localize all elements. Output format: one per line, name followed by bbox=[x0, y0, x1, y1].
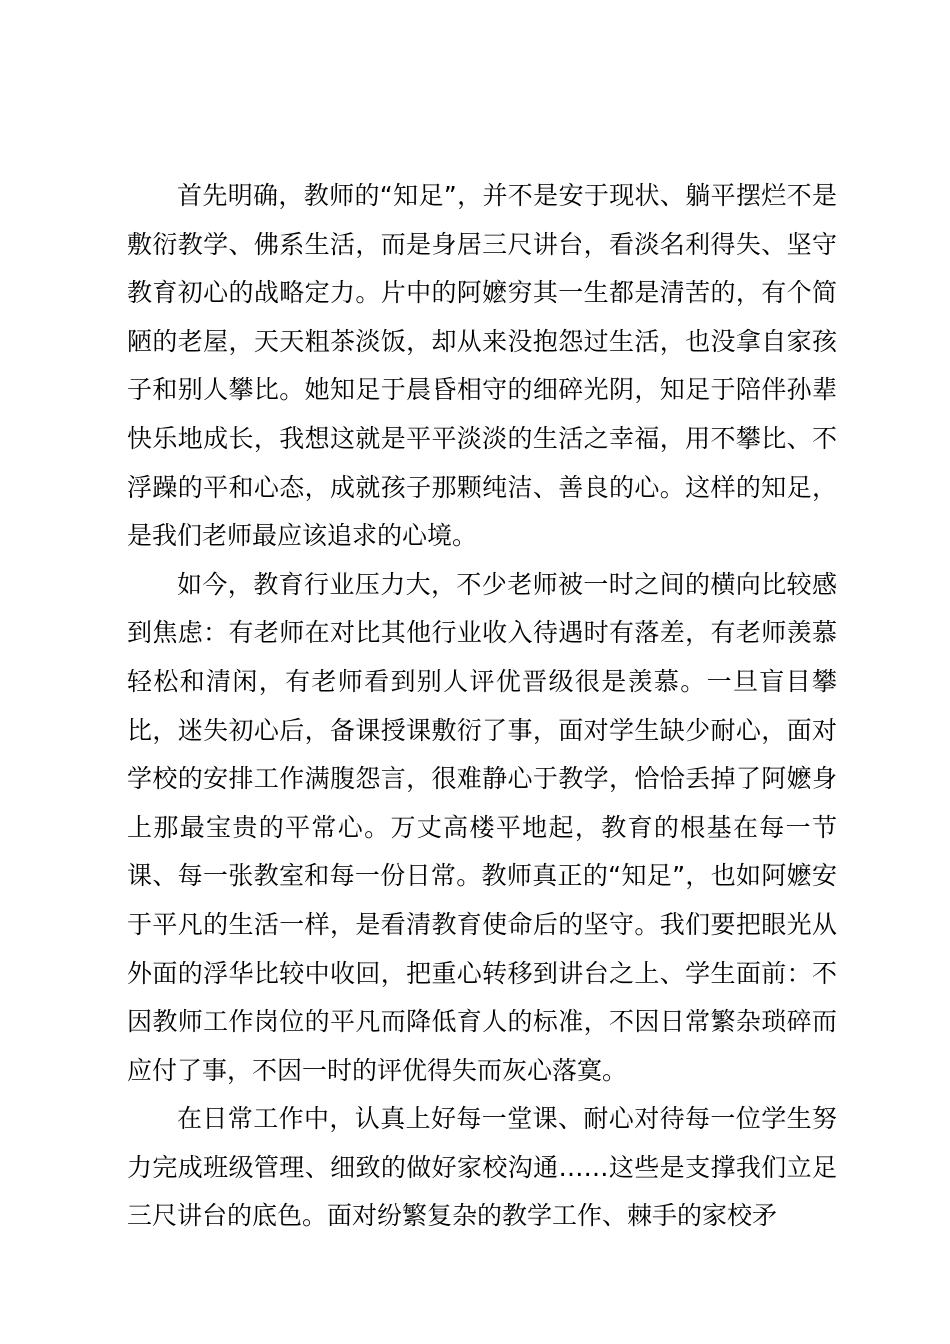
body-text bbox=[127, 172, 837, 1241]
paragraph-2: 如今，教育行业压力大，不少老师被一时之间的横向比较感到焦虑：有老师在对比其他行业收入待遇时有落差，有老师羡慕轻松和清闲，有老师看到别人评优晋级很是羡慕。一旦盲目攀比，迷失初心后，备课授课敷衍了事，面对学生缺少耐心，面对学校的安排工作满腹怨言，很难静心于教学，恰恰丢掉了阿嬷身上那最宝贵的平常心。万丈高楼平地起，教育的根基在每一节课、每一张教室和每一份日常。教师真正的“知足”，也如阿嬷安于平凡的生活一样，是看清教育使命后的坚守。我们要把眼光从外面的浮华比较中收回，把重心转移到讲台之上、学生面前：不因教师工作岗位的平凡而降低育人的标准，不因日常繁杂琐碎而应付了事，不因一时的评优得失而灰心落寞。 bbox=[127, 569, 837, 1085]
paragraph-1: 首先明确，教师的“知足”，并不是安于现状、躺平摆烂不是敷衍教学、佛系生活，而是身居三尺讲台，看淡名利得失、坚守教育初心的战略定力。片中的阿嬷穷其一生都是清苦的，有个简陋的老屋，天天粗茶淡饭，却从来没抱怨过生活，也没拿自家孩子和别人攀比。她知足于晨昏相守的细碎光阴，知足于陪伴孙辈快乐地成长，我想这就是平平淡淡的生活之幸福，用不攀比、不浮躁的平和心态，成就孩子那颗纯洁、善良的心。这样的知足，是我们老师最应该追求的心境。 bbox=[127, 181, 837, 551]
paragraph-3: 在日常工作中，认真上好每一堂课、耐心对待每一位学生努力完成班级管理、细致的做好家校沟通……这些是支撑我们立足三尺讲台的底色。面对纷繁复杂的教学工作、棘手的家校矛 bbox=[127, 1104, 837, 1231]
